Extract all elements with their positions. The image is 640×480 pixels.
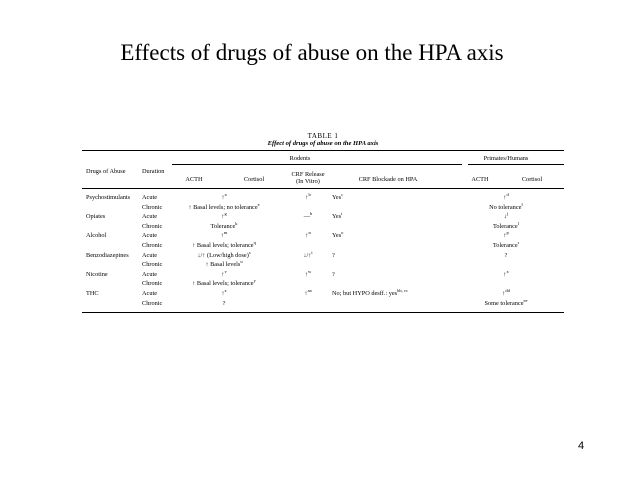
row-duration-text: Chronic bbox=[142, 261, 163, 269]
row-rodent-effect-text: ↑ bbox=[221, 270, 225, 278]
top-rule bbox=[82, 150, 564, 151]
header-rule bbox=[82, 188, 564, 189]
group-primates: Primates/Humans bbox=[483, 155, 529, 162]
row-primate-effect-footnote: d bbox=[506, 191, 509, 197]
row-rodent-effect-text: ↑ Basal levels; tolerance bbox=[192, 242, 254, 249]
row-rodent-effect-footnote: k bbox=[235, 220, 238, 226]
row-crf-release bbox=[304, 287, 312, 298]
row-rodent-effect-footnote: q bbox=[253, 239, 256, 245]
row-rodent-effect bbox=[210, 220, 238, 231]
row-duration bbox=[142, 280, 162, 288]
row-primate-effect bbox=[503, 232, 508, 240]
row-rodent-effect-text: ↑ Basal levels bbox=[205, 261, 241, 269]
row-primate-effect-text: Tolerance bbox=[492, 242, 518, 249]
row-rodent-effect-footnote: m bbox=[223, 230, 228, 236]
row-crf-release-footnote: w bbox=[307, 268, 312, 274]
row-crf-blockade bbox=[332, 271, 335, 279]
row-rodent-effect-footnote: g bbox=[224, 211, 227, 217]
row-crf-blockade-text: Yes bbox=[332, 194, 342, 201]
row-rodent-effect bbox=[197, 249, 251, 260]
bottom-rule bbox=[82, 312, 564, 313]
row-crf-blockade bbox=[332, 252, 335, 260]
row-rodent-effect-footnote: y bbox=[253, 278, 256, 284]
row-duration bbox=[142, 242, 162, 250]
row-crf-release bbox=[305, 232, 310, 240]
row-rodent-effect bbox=[205, 261, 242, 269]
row-rodent-effect-footnote: z bbox=[224, 287, 227, 293]
row-rodent-effect bbox=[223, 300, 226, 308]
row-rodent-effect-text: ↑ bbox=[221, 213, 225, 221]
row-primate-effect-footnote: p bbox=[506, 230, 509, 236]
row-crf-blockade bbox=[332, 232, 343, 240]
col-drug-header: Drugs of Abuse bbox=[86, 168, 126, 175]
row-primate-effect-footnote: dd bbox=[505, 287, 510, 293]
row-crf-release-text: ↑ bbox=[305, 232, 309, 240]
row-primate-effect-footnote: r bbox=[517, 239, 520, 245]
row-drug bbox=[86, 290, 99, 298]
row-duration-text: Acute bbox=[142, 270, 158, 278]
row-rodent-effect-text: ↓/↑ (Low/high dose) bbox=[197, 251, 249, 259]
col-primate-acth-header: ACTH bbox=[471, 176, 489, 183]
row-drug bbox=[86, 194, 130, 202]
row-crf-release-text: ↑ bbox=[305, 194, 309, 201]
row-crf-blockade-text: Yes bbox=[332, 213, 342, 221]
row-primate-effect-text: ? bbox=[504, 251, 508, 259]
row-rodent-effect-text: ↑ bbox=[220, 232, 224, 240]
row-primate-effect-footnote: l bbox=[517, 220, 519, 226]
table-caption-text: Effect of drugs of abuse on the HPA axis bbox=[267, 140, 379, 148]
row-primate-effect-text: ↑ bbox=[502, 290, 506, 297]
row-drug-text: THC bbox=[86, 290, 99, 297]
row-primate-effect-footnote: ee bbox=[523, 297, 528, 303]
row-rodent-effect-text: ? bbox=[222, 299, 226, 307]
row-duration-text: Acute bbox=[142, 290, 158, 297]
col-crf-release-sub-header: (In Vitro) bbox=[296, 178, 320, 185]
row-primate-effect bbox=[503, 268, 509, 279]
primates-rule bbox=[468, 164, 564, 165]
row-duration bbox=[142, 290, 157, 298]
row-rodent-effect bbox=[221, 213, 226, 221]
row-primate-effect bbox=[493, 220, 519, 231]
row-rodent-effect bbox=[188, 201, 260, 212]
row-rodent-effect-text: ↑ bbox=[221, 194, 225, 201]
rodents-rule bbox=[172, 164, 462, 165]
row-crf-release-footnote: h bbox=[310, 211, 313, 217]
row-crf-blockade-text: ? bbox=[332, 251, 335, 259]
row-crf-blockade-footnote: i bbox=[341, 211, 343, 217]
row-primate-effect bbox=[489, 201, 523, 212]
row-primate-effect bbox=[504, 213, 508, 221]
table-number: TABLE 1 bbox=[307, 132, 339, 140]
row-rodent-effect-footnote: a bbox=[224, 191, 227, 197]
row-primate-effect-text: Tolerance bbox=[493, 222, 518, 230]
row-rodent-effect bbox=[221, 232, 228, 240]
row-duration bbox=[142, 213, 157, 221]
row-drug bbox=[86, 232, 106, 240]
row-crf-release bbox=[303, 249, 313, 260]
row-drug-text: Nicotine bbox=[86, 270, 108, 278]
row-primate-effect-text: Some tolerance bbox=[484, 299, 524, 307]
row-duration-text: Chronic bbox=[142, 280, 163, 288]
row-primate-effect-footnote: f bbox=[521, 201, 523, 207]
page-number: 4 bbox=[578, 440, 585, 452]
row-crf-blockade-footnote: o bbox=[341, 230, 344, 236]
row-duration bbox=[142, 232, 157, 240]
row-rodent-effect-text: ↑ Basal levels; no tolerance bbox=[188, 203, 258, 211]
row-crf-release-text: ↑ bbox=[304, 290, 308, 297]
row-crf-release-text: — bbox=[303, 213, 311, 221]
col-crf-blockade-header: CRF Blockade on HPA bbox=[358, 176, 418, 183]
table-caption bbox=[82, 132, 564, 148]
row-crf-release-footnote: b bbox=[308, 191, 311, 197]
col-rodent-acth-header: ACTH bbox=[185, 176, 203, 183]
row-primate-effect bbox=[492, 239, 520, 250]
col-duration-header: Duration bbox=[142, 168, 165, 175]
row-rodent-effect-footnote: u bbox=[240, 259, 243, 265]
row-duration bbox=[142, 194, 157, 202]
row-duration-text: Acute bbox=[142, 213, 158, 221]
row-primate-effect-text: No tolerance bbox=[489, 203, 522, 211]
row-rodent-effect-footnote: v bbox=[224, 268, 227, 274]
col-rodent-cortisol-header: Cortisol bbox=[243, 176, 265, 183]
row-rodent-effect bbox=[221, 191, 227, 202]
row-crf-blockade-text: ? bbox=[332, 270, 335, 278]
row-crf-release bbox=[304, 213, 313, 221]
row-rodent-effect bbox=[192, 280, 256, 288]
row-primate-effect bbox=[484, 297, 528, 308]
row-duration bbox=[142, 261, 162, 269]
row-primate-effect bbox=[502, 287, 510, 298]
row-duration-text: Acute bbox=[142, 232, 158, 240]
row-duration bbox=[142, 204, 162, 212]
row-duration-text: Acute bbox=[142, 251, 158, 259]
row-drug-text: Opiates bbox=[86, 213, 106, 221]
row-crf-release bbox=[305, 191, 311, 202]
row-drug bbox=[86, 271, 108, 279]
row-crf-release-footnote: aa bbox=[307, 287, 312, 293]
row-primate-effect-footnote: j bbox=[506, 211, 509, 217]
row-duration bbox=[142, 300, 162, 308]
row-crf-release-footnote: t bbox=[311, 249, 313, 255]
col-primate-cortisol-header: Cortisol bbox=[521, 176, 543, 183]
row-drug-text: Alcohol bbox=[86, 232, 107, 240]
row-drug-text: Psychostimulants bbox=[86, 194, 131, 201]
row-duration bbox=[142, 252, 157, 260]
row-crf-blockade-footnote: bb, cc bbox=[397, 287, 408, 293]
slide-title: Effects of drugs of abuse on the HPA axis bbox=[120, 40, 504, 65]
row-drug-text: Benzodiazepines bbox=[86, 251, 129, 259]
row-rodent-effect bbox=[221, 287, 227, 298]
row-rodent-effect-footnote: e bbox=[257, 201, 260, 207]
row-crf-blockade bbox=[332, 287, 408, 298]
row-crf-release-text: ↑ bbox=[304, 270, 308, 278]
group-rodents: Rodents bbox=[289, 155, 311, 162]
row-rodent-effect bbox=[192, 239, 256, 250]
row-drug bbox=[86, 252, 129, 260]
row-duration-text: Chronic bbox=[142, 242, 163, 249]
row-primate-effect-footnote: x bbox=[506, 268, 509, 274]
row-duration bbox=[142, 271, 157, 279]
row-crf-blockade-text: Yes bbox=[332, 232, 342, 240]
row-duration-text: Acute bbox=[142, 194, 158, 201]
row-crf-blockade-footnote: c bbox=[341, 191, 344, 197]
row-crf-release-footnote: n bbox=[308, 230, 311, 236]
row-primate-effect-text: ↑ bbox=[503, 194, 507, 201]
col-crf-release-header: CRF Release bbox=[291, 171, 325, 178]
row-crf-release-text: ↓/↑ bbox=[303, 251, 312, 259]
row-primate-effect bbox=[505, 252, 508, 260]
row-duration bbox=[142, 223, 162, 231]
row-rodent-effect-text: ↑ bbox=[221, 290, 225, 297]
row-primate-effect-text: ↑ bbox=[503, 232, 507, 240]
row-crf-blockade-text: No; but HYPO desff.: yes bbox=[332, 290, 398, 297]
row-rodent-effect bbox=[221, 268, 227, 279]
row-rodent-effect-text: ↑ Basal levels; tolerance bbox=[192, 280, 254, 288]
row-primate-effect-text: ↑ bbox=[503, 270, 507, 278]
drug-effects-table bbox=[82, 132, 564, 314]
row-crf-release bbox=[304, 268, 312, 279]
row-rodent-effect-text: Tolerance bbox=[210, 222, 236, 230]
row-primate-effect bbox=[503, 191, 509, 202]
row-duration-text: Chronic bbox=[142, 222, 163, 230]
row-duration-text: Chronic bbox=[142, 203, 163, 211]
row-crf-blockade bbox=[332, 213, 342, 221]
row-duration-text: Chronic bbox=[142, 299, 163, 307]
row-drug bbox=[86, 213, 105, 221]
row-primate-effect-text: ↓ bbox=[503, 213, 507, 221]
row-rodent-effect-footnote: s bbox=[248, 249, 251, 255]
row-crf-blockade bbox=[332, 191, 344, 202]
